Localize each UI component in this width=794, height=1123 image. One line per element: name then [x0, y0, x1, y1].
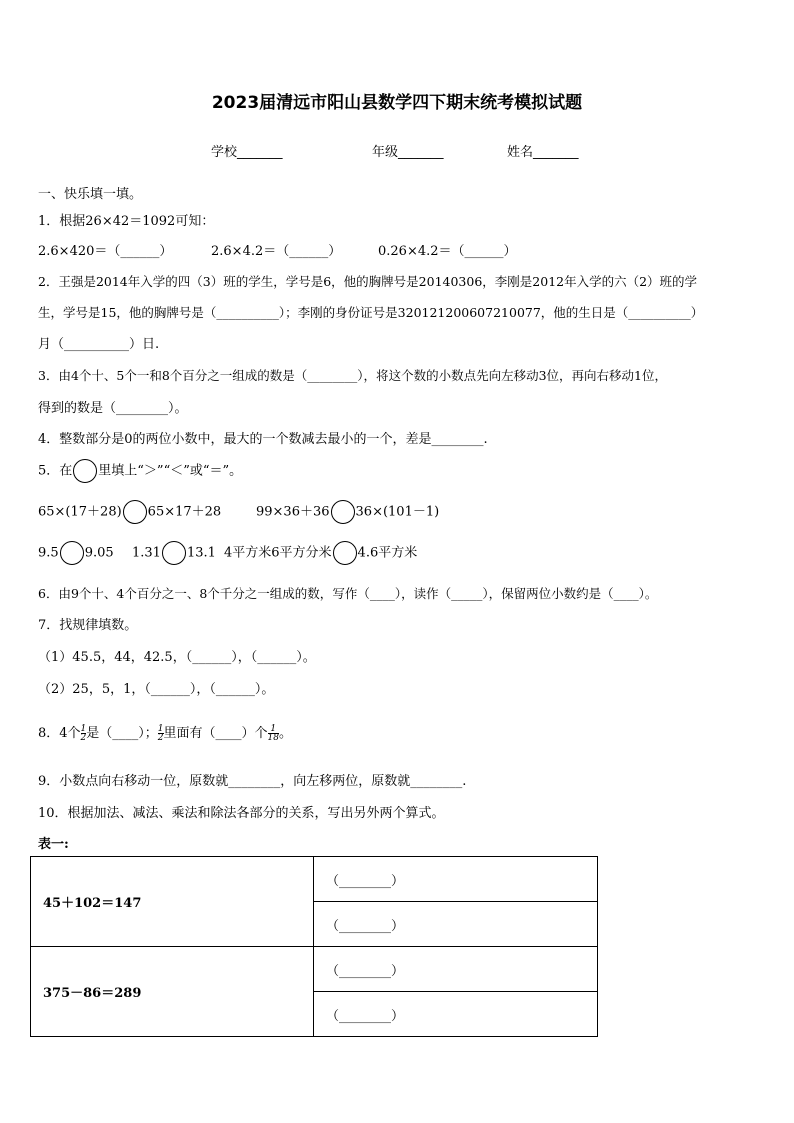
question-8	[38, 722, 292, 742]
question-3-line-1: 3．由4个十、5个一和8个百分之一组成的数是（________），将这个数的小数点先向左移动3位，再向右移动1位，	[38, 368, 667, 383]
compare-circle[interactable]	[123, 500, 147, 524]
page-title: 2023届清远市阳山县数学四下期末统考模拟试题	[211, 93, 583, 113]
compare-right: 36×(101－1)	[355, 504, 440, 520]
compare-circle[interactable]	[60, 541, 84, 565]
question-2-line-2: 生，学号是15，他的胸牌号是（__________）；李刚的身份证号是320121200607210077，他的生日是（__________）	[38, 305, 704, 320]
q8-text: 8．4个	[38, 726, 81, 741]
compare-2c	[224, 541, 417, 565]
compare-2b	[132, 541, 216, 565]
compare-1b	[256, 500, 439, 524]
compare-left: 99×36＋36	[256, 504, 330, 520]
compare-right: 4.6平方米	[357, 545, 418, 561]
q8-text: 里面有（____）个	[163, 726, 268, 741]
name-field: 姓名_______	[507, 145, 579, 160]
grade-field: 年级_______	[372, 145, 444, 160]
fraction: $\frac{1}{18}$	[267, 724, 279, 743]
question-10: 10．根据加法、减法、乘法和除法各部分的关系，写出另外两个算式。	[38, 806, 445, 821]
table-row	[31, 857, 598, 902]
answer-blank[interactable]: （________）	[314, 992, 598, 1037]
question-1-c: 0.26×4.2＝（______）	[378, 244, 517, 259]
compare-2a	[38, 541, 114, 565]
fraction: $\frac{1}{2}$	[157, 724, 164, 743]
question-5-post: 里填上“＞”“＜”或“＝”。	[98, 463, 243, 479]
table-label: 表一:	[38, 837, 69, 852]
q8-text: 是（____）；	[86, 726, 158, 741]
question-9: 9．小数点向右移动一位，原数就________，向左移两位，原数就________.	[38, 774, 467, 789]
table-row	[31, 947, 598, 992]
question-7-part-1: （1）45.5，44，42.5，（______），（______）。	[38, 650, 316, 665]
question-2-line-3: 月（__________）日.	[38, 337, 160, 352]
equation-cell: 45＋102＝147	[31, 857, 314, 947]
compare-1a	[38, 500, 221, 524]
q8-text: 。	[279, 726, 293, 741]
section-heading: 一、快乐填一填。	[38, 187, 143, 202]
compare-circle[interactable]	[331, 500, 355, 524]
question-5-stem	[38, 459, 242, 483]
fraction: $\frac{1}{2}$	[80, 724, 87, 743]
answer-blank[interactable]: （________）	[314, 902, 598, 947]
equation-cell: 375－86＝289	[31, 947, 314, 1037]
compare-right: 9.05	[84, 545, 114, 561]
answer-blank[interactable]: （________）	[314, 857, 598, 902]
question-1-stem: 1．根据26×42＝1092可知：	[38, 214, 215, 229]
question-3-line-2: 得到的数是（________）。	[38, 401, 188, 416]
question-1-a: 2.6×420＝（______）	[38, 244, 173, 259]
compare-left: 4平方米6平方分米	[224, 545, 332, 561]
compare-left: 9.5	[38, 545, 59, 561]
question-6: 6．由9个十、4个百分之一、8个千分之一组成的数，写作（____），读作（_____），保留两位小数约是（____）。	[38, 586, 658, 601]
school-field: 学校_______	[211, 145, 283, 160]
compare-circle	[73, 459, 97, 483]
compare-circle[interactable]	[162, 541, 186, 565]
question-4: 4．整数部分是0的两位小数中，最大的一个数减去最小的一个，差是________.	[38, 432, 488, 447]
compare-left: 65×(17＋28)	[38, 504, 122, 520]
compare-right: 65×17＋28	[147, 504, 222, 520]
answer-table	[30, 856, 598, 1037]
compare-left: 1.31	[132, 545, 161, 561]
question-7-stem: 7．找规律填数。	[38, 618, 138, 633]
question-7-part-2: （2）25，5，1，（______），（______）。	[38, 682, 275, 697]
compare-right: 13.1	[186, 545, 216, 561]
question-1-b: 2.6×4.2＝（______）	[211, 244, 342, 259]
compare-circle[interactable]	[333, 541, 357, 565]
answer-blank[interactable]: （________）	[314, 947, 598, 992]
question-5-pre: 5．在	[38, 463, 73, 479]
question-2-line-1: 2．王强是2014年入学的四（3）班的学生，学号是6，他的胸牌号是20140306，李刚是2012年入学的六（2）班的学	[38, 274, 698, 289]
